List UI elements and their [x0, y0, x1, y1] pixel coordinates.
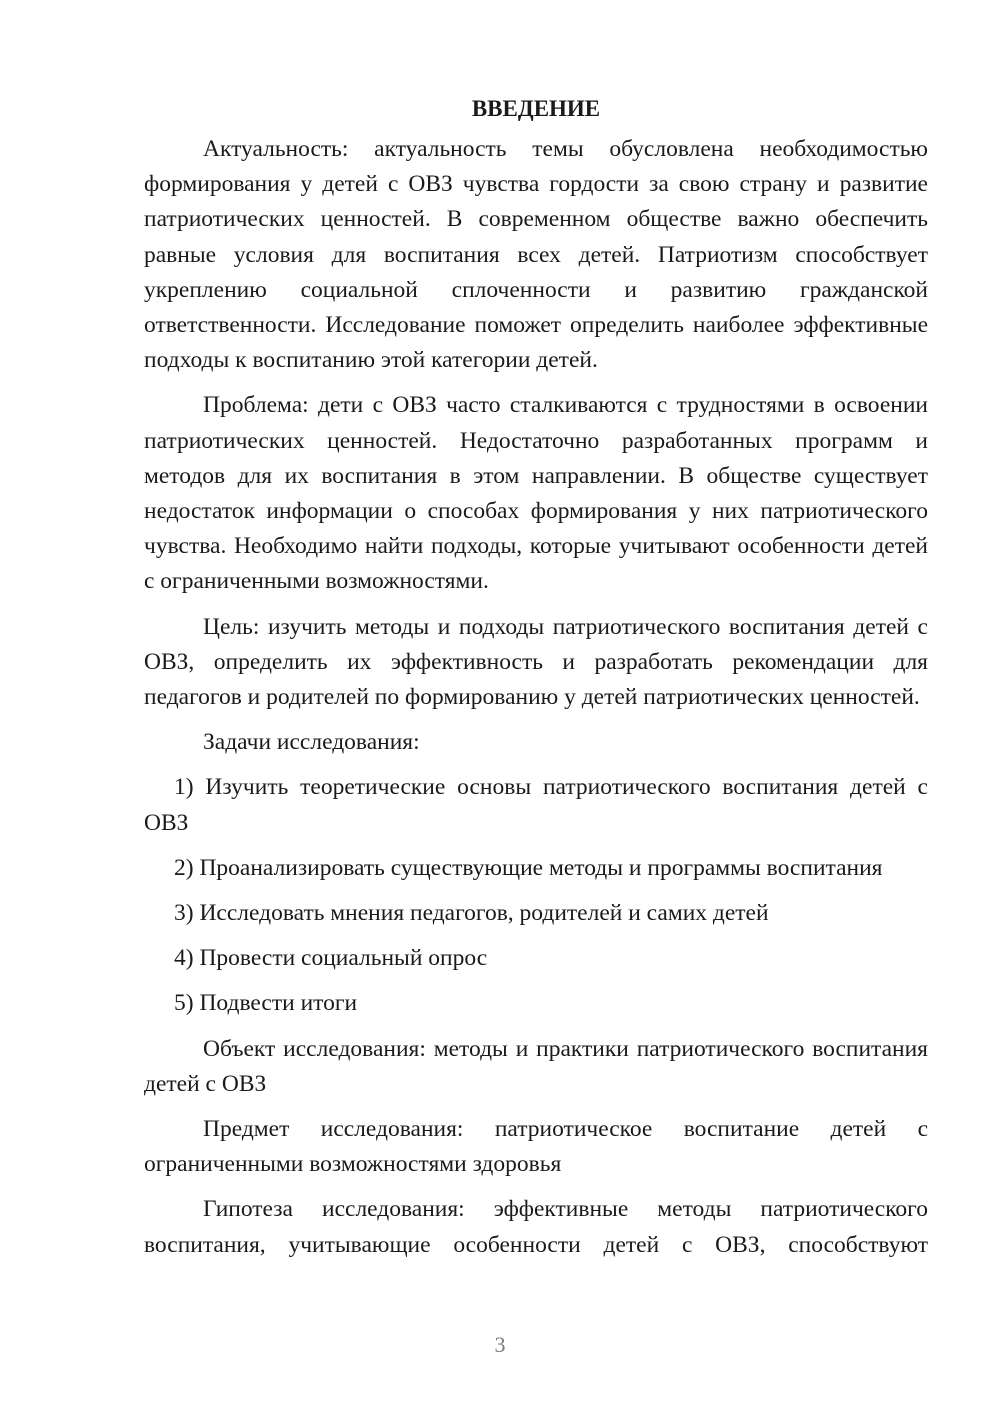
section-title: ВВЕДЕНИЕ — [471, 96, 601, 121]
paragraph-tasks-heading: Задачи исследования: — [203, 729, 420, 756]
paragraph-problem: Проблема: дети с ОВЗ часто сталкиваются с трудностями в освоении патриотических ценностей. Недостаточно разработанных программ и методов для их воспитания в этом направлении. В обществе существует недостаток информации о способах формирования у них патриотического чувства. Необходимо найти подходы, которые учитывают особенности детей с ограниченными возможностями. — [144, 392, 928, 595]
paragraph-object: Объект исследования: методы и практики патриотического воспитания детей с ОВЗ — [144, 1035, 928, 1097]
task-item-3: 3) Исследовать мнения педагогов, родителей и самих детей — [174, 900, 769, 927]
page-content — [144, 90, 928, 1273]
page-number: 3 — [494, 1332, 506, 1357]
paragraph-relevance: Актуальность: актуальность темы обусловлена необходимостью формирования у детей с ОВЗ чувства гордости за свою страну и развитие патриотических ценностей. В современном обществе важно обеспечить равные условия для воспитания всех детей. Патриотизм способствует укреплению социальной сплоченности и развитию гражданской ответственности. Исследование поможет определить наиболее эффективные подходы к воспитанию этой категории детей. — [144, 136, 928, 374]
task-item-5: 5) Подвести итоги — [174, 990, 358, 1017]
paragraph-hypothesis: Гипотеза исследования: эффективные методы патриотического воспитания, учитывающие особенности детей с ОВЗ, способствуют — [144, 1196, 928, 1258]
task-item-2: 2) Проанализировать существующие методы и программы воспитания — [174, 854, 883, 881]
task-item-4: 4) Провести социальный опрос — [174, 945, 488, 972]
paragraph-goal: Цель: изучить методы и подходы патриотического воспитания детей с ОВЗ, определить их эффективность и разработать рекомендации для педагогов и родителей по формированию у детей патриотических ценностей. — [144, 613, 928, 711]
paragraph-subject: Предмет исследования: патриотическое воспитание детей с ограниченными возможностями здоровья — [144, 1116, 928, 1178]
task-item-1: 1) Изучить теоретические основы патриотического воспитания детей с ОВЗ — [144, 774, 928, 836]
